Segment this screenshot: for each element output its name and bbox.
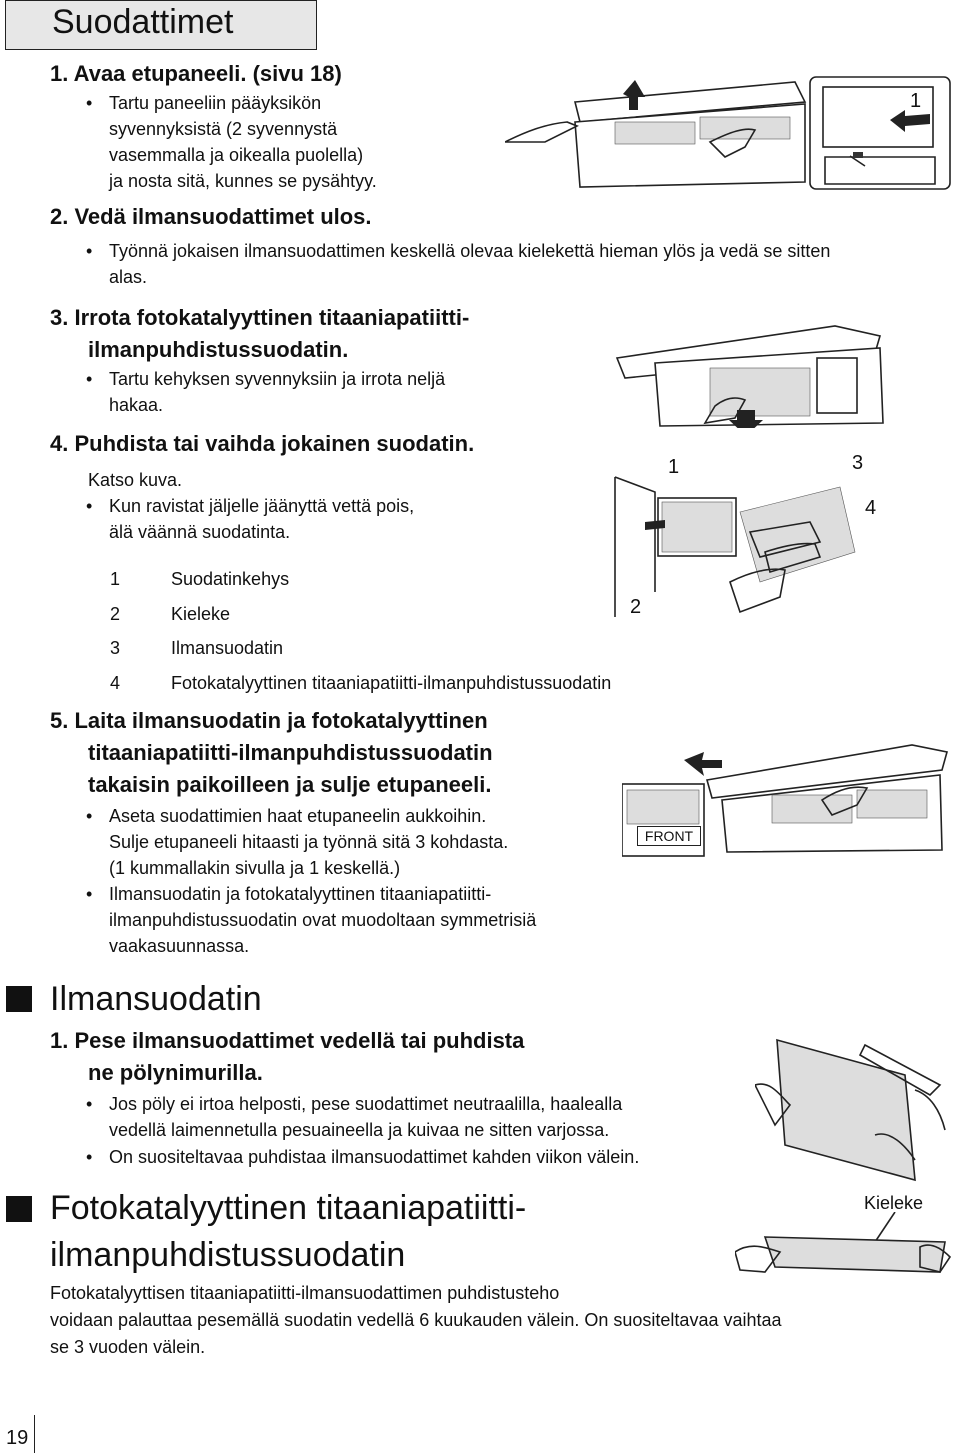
section-photo-title: Fotokatalyyttinen titaaniapatiitti- — [50, 1189, 527, 1227]
page-number: 19 — [6, 1427, 29, 1449]
figure-filter-parts — [610, 472, 860, 622]
section-photo-text-line: voidaan palauttaa pesemällä suodatin vedellä 6 kuukauden välein. On suositeltavaa vaihtaa — [50, 1310, 782, 1330]
kieleke-label: Kieleke — [864, 1193, 924, 1213]
step-5-bullet-line: (1 kummallakin sivulla ja 1 keskellä.) — [109, 858, 401, 878]
section-air-title: Ilmansuodatin — [50, 980, 262, 1018]
step-4-bullet-line: älä väännä suodatinta. — [109, 522, 291, 542]
step-5-heading-cont: titaaniapatiitti-ilmanpuhdistussuodatin — [88, 740, 493, 765]
step-5-bullet-line: • Ilmansuodatin ja fotokatalyyttinen titaaniapatiitti- — [109, 881, 491, 907]
legend-label: Fotokatalyyttinen titaaniapatiitti-ilmanpuhdistussuodatin — [171, 673, 612, 693]
step-4-text: Katso kuva. — [88, 470, 183, 490]
figure-open-panel — [505, 72, 955, 197]
step-3-bullet-line: hakaa. — [109, 395, 164, 415]
legend-label: Ilmansuodatin — [171, 638, 284, 658]
step-3-heading: 3. Irrota fotokatalyyttinen titaaniapatiitti- — [50, 305, 470, 330]
step-5-heading-cont: takaisin paikoilleen ja sulje etupaneeli. — [88, 772, 492, 797]
step-1-bullet-line: vasemmalla ja oikealla puolella) — [109, 145, 364, 165]
legend-number: 3 — [110, 638, 121, 658]
fig3-callout-3: 3 — [852, 452, 864, 474]
legend-label: Kieleke — [171, 604, 231, 624]
fig1-callout-number: 1 — [910, 90, 922, 112]
step-3-bullet-line: • Tartu kehyksen syvennyksiin ja irrota neljä — [109, 366, 445, 392]
step-3-heading-cont: ilmanpuhdistussuodatin. — [88, 337, 349, 362]
legend-number: 1 — [110, 569, 121, 589]
section-air-bullet-line: • On suositeltavaa puhdistaa ilmansuodattimet kahden viikon välein. — [109, 1144, 639, 1170]
step-2-bullet-line: alas. — [109, 267, 148, 287]
step-4-heading: 4. Puhdista tai vaihda jokainen suodatin. — [50, 431, 475, 456]
step-2-bullet-line: • Työnnä jokaisen ilmansuodattimen keskellä olevaa kielekettä hieman ylös ja vedä se sitten — [109, 238, 830, 264]
step-1-bullet-line: • Tartu paneeliin pääyksikön — [109, 90, 321, 116]
step-5-bullet-line: Sulje etupaneeli hitaasti ja työnnä sitä 3 kohdasta. — [109, 832, 509, 852]
figure-wash-filter — [755, 1035, 955, 1185]
figure-filter-pull — [605, 318, 890, 428]
section-photo-text-line: Fotokatalyyttisen titaaniapatiitti-ilmansuodattimen puhdistusteho — [50, 1283, 560, 1303]
page-title: Suodattimet — [52, 3, 234, 41]
step-5-bullet-line: vaakasuunnassa. — [109, 936, 250, 956]
fig3-callout-1: 1 — [668, 456, 680, 478]
front-label: FRONT — [637, 826, 701, 846]
legend-number: 2 — [110, 604, 121, 624]
page-number-box — [0, 1415, 35, 1453]
step-1-heading: 1. Avaa etupaneeli. (sivu 18) — [50, 61, 342, 86]
section-photo-title-cont: ilmanpuhdistussuodatin — [50, 1236, 406, 1274]
section-photo-text-line: se 3 vuoden välein. — [50, 1337, 206, 1357]
section-air-heading-cont: ne pölynimurilla. — [88, 1060, 263, 1085]
legend-label: Suodatinkehys — [171, 569, 290, 589]
figure-kieleke — [735, 1212, 955, 1282]
step-5-heading: 5. Laita ilmansuodatin ja fotokatalyyttinen — [50, 708, 488, 733]
step-1-bullet-line: syvennyksistä (2 syvennystä — [109, 119, 338, 139]
section-air-bullet-line: • Jos pöly ei irtoa helposti, pese suodattimet neutraalilla, haalealla — [109, 1091, 622, 1117]
step-4-bullet-line: • Kun ravistat jäljelle jäänyttä vettä pois, — [109, 493, 414, 519]
legend-number: 4 — [110, 673, 121, 693]
section-air-bullet-line: vedellä laimennetulla pesuaineella ja kuivaa ne sitten varjossa. — [109, 1120, 610, 1140]
fig3-callout-2: 2 — [630, 596, 642, 618]
step-5-bullet-line: ilmanpuhdistussuodatin ovat muodoltaan symmetrisiä — [109, 910, 537, 930]
step-2-heading: 2. Vedä ilmansuodattimet ulos. — [50, 204, 372, 229]
step-5-bullet-line: • Aseta suodattimien haat etupaneelin aukkoihin. — [109, 803, 486, 829]
section-square-icon — [6, 1196, 32, 1222]
section-air-heading: 1. Pese ilmansuodattimet vedellä tai puhdista — [50, 1028, 525, 1053]
fig3-callout-4: 4 — [865, 497, 877, 519]
step-1-bullet-line: ja nosta sitä, kunnes se pysähtyy. — [109, 171, 377, 191]
section-square-icon — [6, 986, 32, 1012]
page-title-box — [5, 0, 317, 50]
